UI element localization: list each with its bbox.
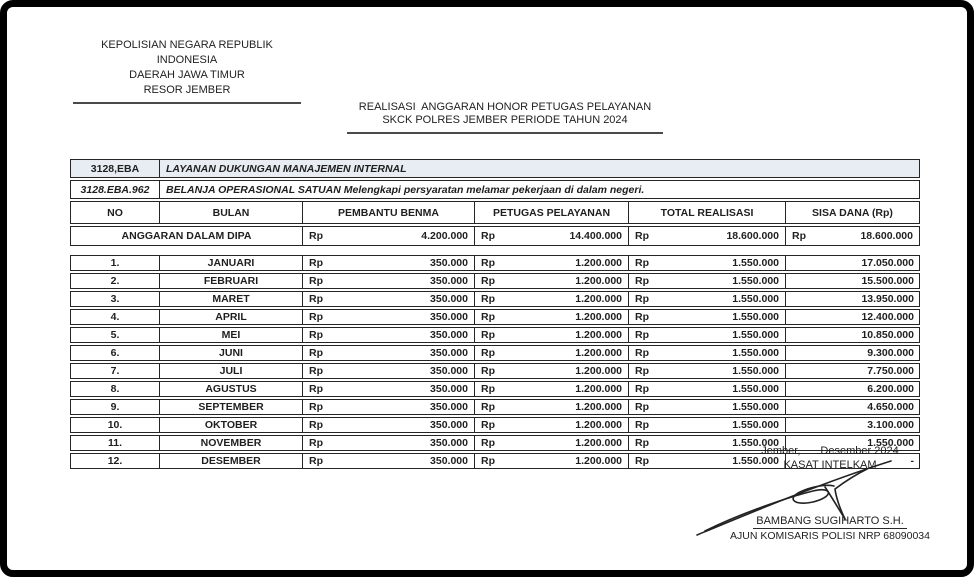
- cell-month: JUNI: [159, 345, 302, 361]
- cell-pembantu-amount: [302, 327, 474, 343]
- dipa-sisa-amount: [785, 226, 920, 246]
- amount-value: 14.400.000: [569, 230, 622, 242]
- currency-label: Rp: [635, 365, 649, 377]
- signature-city: Jember,: [761, 445, 801, 457]
- cell-no: 12.: [70, 453, 159, 469]
- cell-no: 3.: [70, 291, 159, 307]
- signature-name-text: BAMBANG SUGIHARTO S.H.: [753, 515, 907, 529]
- currency-label: Rp: [481, 293, 495, 305]
- cell-petugas-amount: [474, 273, 628, 289]
- currency-label: Rp: [481, 401, 495, 413]
- amount-value: 1.550.000: [732, 293, 779, 305]
- currency-label: Rp: [635, 230, 649, 242]
- cell-sisa-amount: 1.550.000: [785, 435, 920, 451]
- amount-value: 1.200.000: [575, 257, 622, 269]
- currency-label: Rp: [309, 419, 323, 431]
- cell-petugas-amount: [474, 363, 628, 379]
- amount-value: 350.000: [430, 347, 468, 359]
- amount-value: 350.000: [430, 455, 468, 467]
- realization-table: [70, 157, 920, 471]
- cell-pembantu-amount: [302, 453, 474, 469]
- amount-value: 1.200.000: [575, 347, 622, 359]
- cell-pembantu-amount: [302, 345, 474, 361]
- amount-value: 350.000: [430, 257, 468, 269]
- program-row: [70, 159, 920, 178]
- amount-value: 1.200.000: [575, 365, 622, 377]
- cell-sisa-amount: 13.950.000: [785, 291, 920, 307]
- cell-month: JANUARI: [159, 255, 302, 271]
- currency-label: Rp: [481, 419, 495, 431]
- cell-pembantu-amount: [302, 399, 474, 415]
- cell-month: SEPTEMBER: [159, 399, 302, 415]
- cell-no: 4.: [70, 309, 159, 325]
- table-row: [70, 309, 920, 325]
- cell-pembantu-amount: [302, 255, 474, 271]
- header-petugas-pelayanan: PETUGAS PELAYANAN: [474, 201, 628, 224]
- currency-label: Rp: [309, 383, 323, 395]
- cell-no: 8.: [70, 381, 159, 397]
- cell-pembantu-amount: [302, 363, 474, 379]
- amount-value: 1.200.000: [575, 275, 622, 287]
- amount-value: 350.000: [430, 293, 468, 305]
- amount-value: 1.550.000: [732, 329, 779, 341]
- dipa-petugas-amount: [474, 226, 628, 246]
- cell-total-amount: [628, 417, 785, 433]
- currency-label: Rp: [309, 455, 323, 467]
- amount-value: 350.000: [430, 419, 468, 431]
- cell-petugas-amount: [474, 327, 628, 343]
- amount-value: 1.550.000: [732, 347, 779, 359]
- cell-petugas-amount: [474, 453, 628, 469]
- cell-sisa-amount: 7.750.000: [785, 363, 920, 379]
- currency-label: Rp: [481, 437, 495, 449]
- table-row: [70, 291, 920, 307]
- signature-place-date: [705, 444, 955, 458]
- amount-value: 1.550.000: [732, 401, 779, 413]
- cell-petugas-amount: [474, 291, 628, 307]
- table-row: [70, 255, 920, 271]
- amount-value: 1.200.000: [575, 311, 622, 323]
- amount-value: 1.550.000: [732, 455, 779, 467]
- row-spacer: [70, 248, 920, 253]
- currency-label: Rp: [309, 311, 323, 323]
- header-bulan: BULAN: [159, 201, 302, 224]
- program-name: LAYANAN DUKUNGAN MANAJEMEN INTERNAL: [159, 159, 920, 178]
- table-row: [70, 327, 920, 343]
- amount-value: 350.000: [430, 311, 468, 323]
- currency-label: Rp: [481, 311, 495, 323]
- title-line2: SKCK POLRES JEMBER PERIODE TAHUN 2024: [382, 114, 628, 126]
- cell-month: OKTOBER: [159, 417, 302, 433]
- header-pembantu-benma: PEMBANTU BENMA: [302, 201, 474, 224]
- letterhead-line2: DAERAH JAWA TIMUR: [129, 69, 245, 81]
- table-row: [70, 417, 920, 433]
- cell-petugas-amount: [474, 399, 628, 415]
- amount-value: 1.550.000: [732, 383, 779, 395]
- cell-sisa-amount: -: [785, 453, 920, 469]
- table-row: [70, 381, 920, 397]
- currency-label: Rp: [481, 365, 495, 377]
- cell-total-amount: [628, 327, 785, 343]
- cell-month: NOVEMBER: [159, 435, 302, 451]
- currency-label: Rp: [309, 293, 323, 305]
- cell-pembantu-amount: [302, 435, 474, 451]
- cell-pembantu-amount: [302, 381, 474, 397]
- activity-code: 3128.EBA.962: [70, 180, 159, 199]
- amount-value: 1.550.000: [732, 275, 779, 287]
- signature-rank: AJUN KOMISARIS POLISI NRP 68090034: [730, 530, 930, 542]
- amount-value: 1.550.000: [732, 419, 779, 431]
- currency-label: Rp: [309, 401, 323, 413]
- currency-label: Rp: [635, 311, 649, 323]
- amount-value: 350.000: [430, 365, 468, 377]
- cell-sisa-amount: 15.500.000: [785, 273, 920, 289]
- document-title: [347, 101, 663, 134]
- signature-position: KASAT INTELKAM: [783, 459, 877, 471]
- cell-total-amount: [628, 273, 785, 289]
- currency-label: Rp: [309, 230, 323, 242]
- cell-petugas-amount: [474, 381, 628, 397]
- table-body-section: [70, 255, 920, 469]
- currency-label: Rp: [481, 347, 495, 359]
- currency-label: Rp: [481, 383, 495, 395]
- currency-label: Rp: [635, 437, 649, 449]
- cell-no: 5.: [70, 327, 159, 343]
- dipa-budget-row: [70, 226, 920, 246]
- currency-label: Rp: [481, 257, 495, 269]
- amount-value: 1.200.000: [575, 419, 622, 431]
- currency-label: Rp: [635, 275, 649, 287]
- amount-value: 18.600.000: [726, 230, 779, 242]
- cell-month: JULI: [159, 363, 302, 379]
- amount-value: 1.550.000: [732, 311, 779, 323]
- cell-no: 7.: [70, 363, 159, 379]
- cell-sisa-amount: 12.400.000: [785, 309, 920, 325]
- signature-name: [705, 514, 955, 528]
- cell-month: FEBRUARI: [159, 273, 302, 289]
- cell-no: 2.: [70, 273, 159, 289]
- cell-total-amount: [628, 309, 785, 325]
- currency-label: Rp: [481, 455, 495, 467]
- cell-petugas-amount: [474, 345, 628, 361]
- amount-value: 350.000: [430, 275, 468, 287]
- currency-label: Rp: [309, 347, 323, 359]
- currency-label: Rp: [635, 455, 649, 467]
- amount-value: 1.200.000: [575, 401, 622, 413]
- table-row: [70, 345, 920, 361]
- cell-month: MARET: [159, 291, 302, 307]
- cell-petugas-amount: [474, 435, 628, 451]
- signature-date: Desember 2024: [820, 445, 899, 457]
- cell-sisa-amount: 4.650.000: [785, 399, 920, 415]
- dipa-pembantu-amount: [302, 226, 474, 246]
- currency-label: Rp: [309, 329, 323, 341]
- column-header-row: [70, 201, 920, 224]
- amount-value: 1.200.000: [575, 293, 622, 305]
- cell-sisa-amount: 9.300.000: [785, 345, 920, 361]
- dipa-label: ANGGARAN DALAM DIPA: [70, 226, 302, 246]
- amount-value: 350.000: [430, 329, 468, 341]
- title-line1: REALISASI ANGGARAN HONOR PETUGAS PELAYANAN: [358, 101, 652, 113]
- amount-value: 1.550.000: [732, 437, 779, 449]
- table-head-section: [70, 159, 920, 253]
- currency-label: Rp: [309, 365, 323, 377]
- cell-pembantu-amount: [302, 291, 474, 307]
- amount-value: 1.200.000: [575, 383, 622, 395]
- activity-row: [70, 180, 920, 199]
- amount-value: 1.200.000: [575, 455, 622, 467]
- table-row: [70, 363, 920, 379]
- cell-no: 10.: [70, 417, 159, 433]
- cell-month: APRIL: [159, 309, 302, 325]
- cell-month: AGUSTUS: [159, 381, 302, 397]
- amount-value: 18.600.000: [860, 230, 913, 242]
- cell-total-amount: [628, 381, 785, 397]
- cell-pembantu-amount: [302, 273, 474, 289]
- activity-name: BELANJA OPERASIONAL SATUAN Melengkapi persyaratan melamar pekerjaan di dalam negeri.: [159, 180, 920, 199]
- amount-value: 1.200.000: [575, 329, 622, 341]
- cell-total-amount: [628, 291, 785, 307]
- cell-month: DESEMBER: [159, 453, 302, 469]
- cell-total-amount: [628, 363, 785, 379]
- table-row: [70, 273, 920, 289]
- currency-label: Rp: [635, 329, 649, 341]
- letterhead-line1: KEPOLISIAN NEGARA REPUBLIK INDONESIA: [101, 39, 273, 66]
- cell-no: 9.: [70, 399, 159, 415]
- header-total-realisasi: TOTAL REALISASI: [628, 201, 785, 224]
- cell-pembantu-amount: [302, 309, 474, 325]
- program-code: 3128,EBA: [70, 159, 159, 178]
- currency-label: Rp: [481, 275, 495, 287]
- currency-label: Rp: [792, 230, 806, 242]
- header-no: NO: [70, 201, 159, 224]
- amount-value: 350.000: [430, 401, 468, 413]
- currency-label: Rp: [635, 383, 649, 395]
- currency-label: Rp: [635, 293, 649, 305]
- table-row: [70, 399, 920, 415]
- cell-petugas-amount: [474, 417, 628, 433]
- currency-label: Rp: [481, 230, 495, 242]
- currency-label: Rp: [635, 419, 649, 431]
- cell-petugas-amount: [474, 255, 628, 271]
- header-sisa-dana: SISA DANA (Rp): [785, 201, 920, 224]
- currency-label: Rp: [635, 347, 649, 359]
- cell-total-amount: [628, 255, 785, 271]
- cell-petugas-amount: [474, 309, 628, 325]
- cell-no: 6.: [70, 345, 159, 361]
- cell-sisa-amount: 10.850.000: [785, 327, 920, 343]
- amount-value: 4.200.000: [421, 230, 468, 242]
- currency-label: Rp: [635, 401, 649, 413]
- letterhead: [73, 38, 301, 104]
- cell-no: 1.: [70, 255, 159, 271]
- amount-value: 1.200.000: [575, 437, 622, 449]
- currency-label: Rp: [309, 275, 323, 287]
- amount-value: 1.550.000: [732, 365, 779, 377]
- cell-sisa-amount: 3.100.000: [785, 417, 920, 433]
- cell-pembantu-amount: [302, 417, 474, 433]
- currency-label: Rp: [309, 257, 323, 269]
- currency-label: Rp: [635, 257, 649, 269]
- cell-sisa-amount: 17.050.000: [785, 255, 920, 271]
- dipa-total-amount: [628, 226, 785, 246]
- amount-value: 350.000: [430, 437, 468, 449]
- amount-value: 350.000: [430, 383, 468, 395]
- cell-month: MEI: [159, 327, 302, 343]
- letterhead-line3: RESOR JEMBER: [143, 84, 231, 96]
- signature-block: [705, 444, 955, 543]
- currency-label: Rp: [309, 437, 323, 449]
- cell-total-amount: [628, 345, 785, 361]
- currency-label: Rp: [481, 329, 495, 341]
- amount-value: 1.550.000: [732, 257, 779, 269]
- cell-no: 11.: [70, 435, 159, 451]
- cell-sisa-amount: 6.200.000: [785, 381, 920, 397]
- cell-total-amount: [628, 399, 785, 415]
